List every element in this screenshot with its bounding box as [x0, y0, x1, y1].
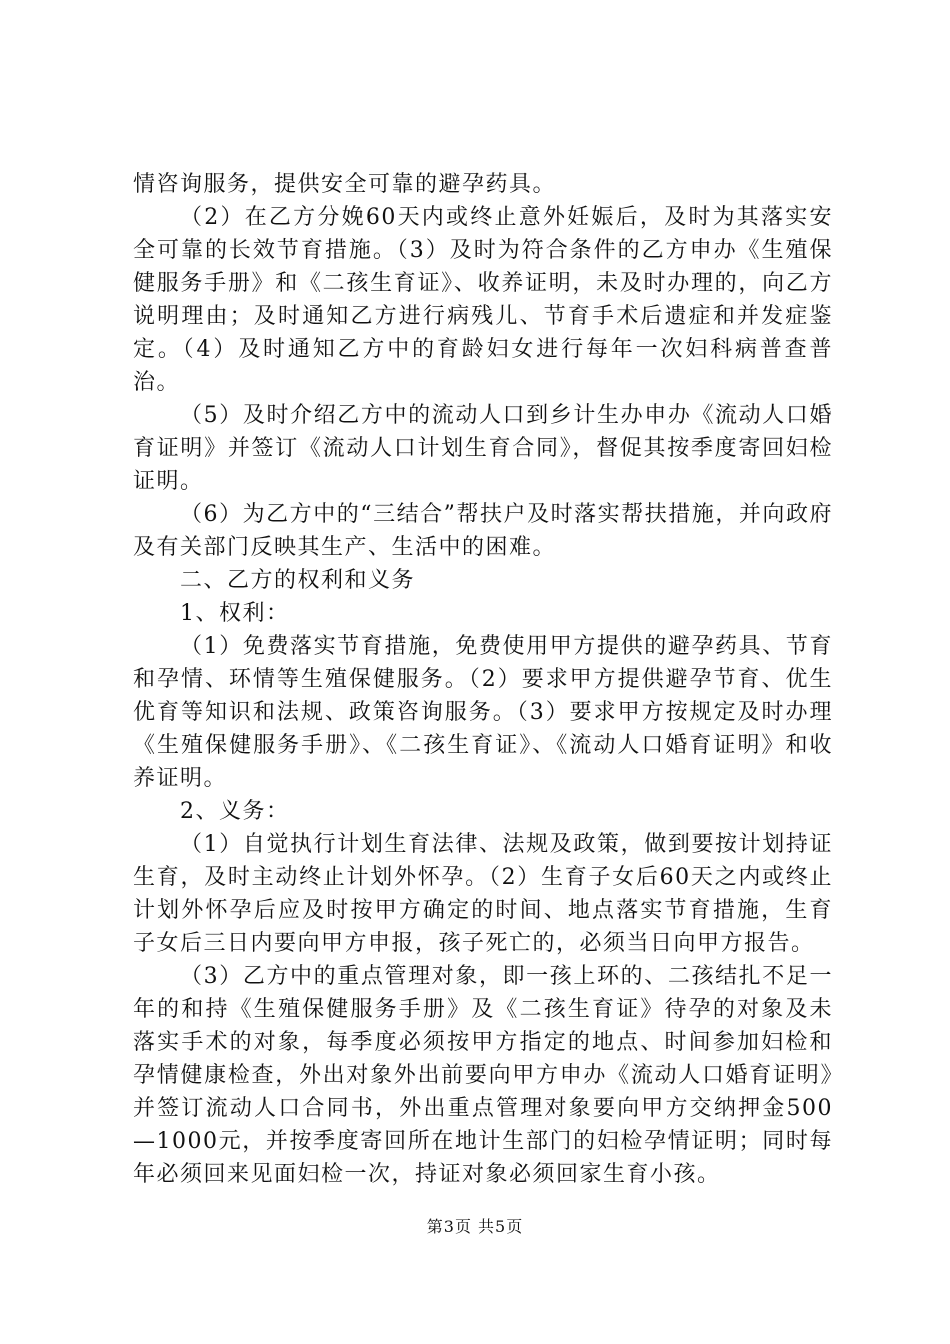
paragraph-continuation: 情咨询服务，提供安全可靠的避孕药具。 — [133, 172, 557, 197]
paragraph-obligations-3: （3）乙方中的重点管理对象，即一孩上环的、二孩结扎不足一年的和持《生殖保健服务手册》及《二孩生育证》待孕的对象及未落实手术的对象，每季度必须按甲方指定的地点、时间参加妇检和孕情健康检查，外出对象外出前要向甲方申办《流动人口婚育证明》并签订流动人口合同书，外出重点管理对象要向甲方交纳押金500—1000元，并按季度寄回所在地计生部门的妇检孕情证明；同时每年必须回来见面妇检一次，持证对象必须回家生育小孩。 — [133, 964, 833, 1187]
subheading-rights: 1、权利： — [180, 601, 290, 626]
paragraph-obligations-1-2: （1）自觉执行计划生育法律、法规及政策，做到要按计划持证生育，及时主动终止计划外怀孕。（2）生育子女后60天之内或终止计划外怀孕后应及时按甲方确定的时间、地点落实节育措施，生育子女后三日内要向甲方申报，孩子死亡的，必须当日向甲方报告。 — [133, 832, 833, 956]
paragraph-item-2: （2）在乙方分娩60天内或终止意外妊娠后，及时为其落实安全可靠的长效节育措施。（3）及时为符合条件的乙方申办《生殖保健服务手册》和《二孩生育证》、收养证明，未及时办理的，向乙方说明理由；及时通知乙方进行病残儿、节育手术后遗症和并发症鉴定。（4）及时通知乙方中的育龄妇女进行每年一次妇科病普查普治。 — [133, 205, 833, 395]
paragraph-item-5: （5）及时介绍乙方中的流动人口到乡计生办申办《流动人口婚育证明》并签订《流动人口计划生育合同》，督促其按季度寄回妇检证明。 — [133, 403, 833, 494]
paragraph-item-6: （6）为乙方中的“三结合”帮扶户及时落实帮扶措施，并向政府及有关部门反映其生产、生活中的困难。 — [133, 502, 833, 560]
document-body — [133, 168, 833, 1191]
page-footer: 第3页 共5页 — [426, 1217, 524, 1236]
paragraph-rights: （1）免费落实节育措施，免费使用甲方提供的避孕药具、节育和孕情、环情等生殖保健服务。（2）要求甲方提供避孕节育、优生优育等知识和法规、政策咨询服务。（3）要求甲方按规定及时办理《生殖保健服务手册》、《二孩生育证》、《流动人口婚育证明》和收养证明。 — [133, 634, 833, 791]
subheading-obligations: 2、义务： — [180, 799, 290, 824]
section-heading-party-b: 二、乙方的权利和义务 — [180, 568, 416, 593]
